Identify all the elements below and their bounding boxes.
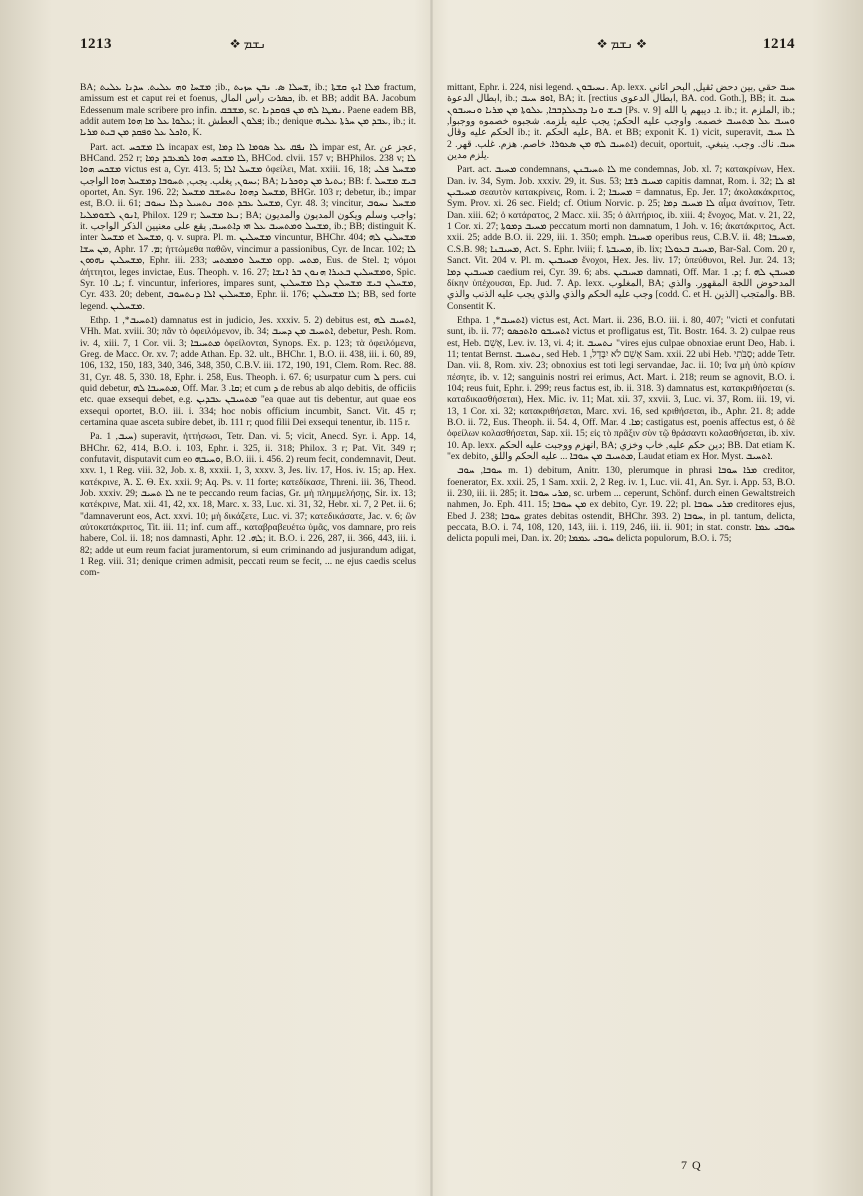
dictionary-paragraph: BA; ܡܫܚܐ ܘܗ ܥܠܝܬ. ܚܕܢܐ ܥܠܝܬ ;ib., ܫܚܠܐ ܣ. ܢܒܢ ܚܙܝܬ, ib.; ܡܠܐ ܐܝܟ ܩܫܬܐ fractum, amissum est et caput rei et foenus, ܟܣܪت راس المال, ib. et BB; addit BA. Jacobum Edessenum male scribere pro infin. ܡܫܒܩ, sc. ܢܡܛܐ ܠܗ ܡܢ ܦܘܩܕܢܐ. Paene eadem BB, addit autem ܥܠܘܐ ܥܠ ܡܐ ܗܘܐ; it. ܦܠܘܢ العطش; ib.; denique ܥܒܕ ܡܢ ܚܪܬܐ ܥܠܝܗ, ib.; it. ܘܐܟܠ ܥܠ ܘܦܩܕ ܡܢ ܒܝܬ ܡܪܝܐ, K. xyxy=(80,82,416,139)
dictionary-paragraph: ܚܘܒܐ, ܚܘܒ m. 1) debitum, Anitr. 130, plerumque in phrasi ܡܪܐ ܚܘܒܐ creditor, foenerator, Ex. xxii. 25, 1 Sam. xxii. 2, 2 Reg. iv. 1, Luc. vii. 41, An. Syr. i. App. 53, B.O. ii. 230, iii. ii. 285; it. ܡܪܝ ܚܘܒܐ, sc. urbem ... ceperunt, Schönf. durch einen Gewaltstreich nahmen, Jo. Eph. 411. 15; ܡܢ ܚܘܒܐ ex debito, Cyr. 19. 22; pl. ܡܪܝ ܚܘܒܐ creditores ejus, Ebed J. 238; ܚܘܒܐ grates debitas ostendit, BHChr. 393. 2) ܚܘܒܐ, in pl. tantum, delicta, peccata, B.O. i. 74, 108, 120, 143, iii. i. 119, 246, iii. ii. 901; in stat. constr. ܚܘܒܝ ܥܡܐ delicta populi mei, Dan. ix. 20; ܚܘܒܝ ܥܡܡܐ delicta populorum, B.O. i. 75; xyxy=(447,465,795,545)
left-running-head: ܢܫܡ ❖ xyxy=(230,36,267,51)
dictionary-paragraph: Ethpa. ܐܬܚܝܒ*, 1) victus est, Act. Mart. ii. 236, B.O. iii. i. 80, 407; "victi et confutati sunt, ib. ii. 77; ܐܬܚܝܒܘ ܘܐܬܟܣܘ victus et profligatus est, Tit. Bostr. 164. 3. 2) culpae reus est, Heb. אָשֵׁם, Lev. iv. 13, vi. 4; it. ܢܬܚܝܒ "vires ejus culpae obnoxiae erunt Deo, Hab. i. 11; tentat Bernst. ܢܬܚܝܒ, sed Heb. אָשֵׁם לֹא יִבָּדֵל, 1 Sam. xxii. 22 ubi Heb. סַבֹּתִי; adde Tetr. Dan. vii. 8, Rom. xiv. 23; obnoxius est toti legi servandae, Jac. ii. 10; ἵνα μὴ ὑπὸ κρίσιν πέσητε, ib. v. 12; sanguinis nostri rei erimus, Act. Mart. i. 218; reum se agnovit, B.O. i. 104; reus fuit, Ephr. i. 299; reus factus est, ib. ii. 318. 3) damnatus est, κατακριθήσεται (s. καταδικασθήσεται), Hex. Mic. iv. 11; Mat. xii. 37, xxvii. 3, Luc. vi. 37, Rom. iii. 19, vi. 13, 1 Cor. xi. 32; κατακριθήσεται, Marc. xvi. 16, sed κριθήσεται, ib., Aphr. 21. 8; adde B.O. ii. 72, Eus. Theoph. ii. 54. 4, Off. Mar. ܡܐ. 4; castigatus est, poenis affectus est, ὁ δὲ ὀφείλων κολασθήσεται, Sap. xii. 15; εἰς τὸ πρᾶξιν σὺν τῷ θράσαντι κολασθήσεται, ib. xiv. 10. Ap. lexx. انهزم ووجبت عليه الحكم, BA; دين حكم عليه, خاب وخزي; BB. Dat etiam K. "ex debito, ܡܬܚܝܒ ܡܢ ܚܘܒܐ ... عليه الحكم واللق, Laudat etiam ex Hor. Myst. ܐܬܚܝܒ. xyxy=(447,314,795,462)
left-page xyxy=(0,0,430,1196)
dictionary-paragraph: Part. act. ܡܚܝܒ condemnans, ܠܐ ܬܚܝܒܢܢ me condemnas, Job. xl. 7; κατακρίνων, Hex. Dan. iv. 34, Sym. Job. xxxiv. 29, it. Sus. 53; ܡܚܝܒ ܪܫܐ capitis damnat, Rom. i. 32; ܐܦ ܠܐ ܡܚܝܒܝܢ σεαυτὸν κατακρίνεις, Rom. i. 2; ܡܚܝܒܐ = damnatus, Ep. Jer. 17; ἀκολακάκριτος, Sym. Prov. xi. 26 sec. Field; cf. Otium Norvic. p. 25; ܠܐ ܡܚܝܒ ܕܡܐ αἷμα ἀναίτιον, Tetr. Dan. xiii. 62; ὁ κατάρατος, 2 Macc. xii. 35; ὁ ἀλιτήριος, ib. xiii. 4; ἔνοχος, Mat. v. 21, 22, 1 Cor. xi. 27; ܡܚܝܒ ܕܡܘܬܐ peccatum morti non damnatum, 1 Joh. v. 16; ἀκατάκριτος, Act. xxii. 25; adde B.O. ii. 229, iii. 1. 350; emph. ܡܚܝܒܐ operibus reus, C.B.V. ii. 48; ܡܚܝܒܐ, C.S.B. 98; ܡܚܝܒܢܐ, Act. S. Ephr. lviii; f. ܡܚܝܒܬܐ, ib. lix; ܡܚܝܒ ܒܥܘܠܐ, Bar-Sal. Com. 20 r, Sanct. Vit. 204 v. Pl. m. ܡܚܝܒܝܢ ἔνοχοι, Hex. Jes. liv. 17; ὑπεύθυνοι, Rel. Jur. 24. 13; ܡܚܝܒܝܢ ܕܡܐ caedium rei, Cyr. 39. 6; abs. ܡܚܝܒܝܢ damnati, Off. Mar. ܕ. 1; f. ܡܚܝܒܢ ܠܗ δίκην ὑπέχουσαι, Ep. Jud. 7. Ap. lexx. المغلوب, BA; المدحوض اللجة المقهور. والذي وجب عليه الحكم والذي والذي يجب عليه الذنب والذي [codd. C. et H. الذين] والمتجب. BB. Consentit K. xyxy=(447,164,795,312)
signature-mark: 7 Q xyxy=(681,1158,702,1172)
left-page-number: 1213 xyxy=(80,36,112,52)
left-page-column xyxy=(80,82,416,1162)
left-page-header xyxy=(80,36,416,60)
dictionary-paragraph: Part. act. ܠܐ ܡܫܟܚ incapax est, ܠܐ ܢܦܩ ܥܠ ܣܘܡܐ ܠܐ ܕܡܐ impar est, Ar. عجز عن, BHCand. 252 r; ܠܐ ܡܫܟܚ ܗܘܐ ܠܡܥܒܕ ܕܡܐ, BHCod. clvii. 157 v; BHPhilos. 238 v; ܠܐ ܡܫܟܚ ܗܘܐ victus est a, Cyr. 413. 5; ܡܫܚܠ ܐܠܐ ὀφείλει, Mat. xxiii. 16, 18; ܡܫܚܠ ܦܠܝ ܝܚܘܢ, يغلب. يجب, ܬܚܘܒܐ ܕܡܫܚܠ ܗܘܐ الواجب; BA; ܝܬܝܪ ܡܢ ܕܘܟܪܢܐ; BB: f. ܒܝܫ ܡܫܚܠ oportet, An. Syr. 196. 22; ܡܫܚܠ ܕܗܘܐ ܢܬܚܫܒ ܡܫܚܠ, BHGr. 103 r; debetur, ib.; impar est, B.O. ii. 61; ܡܫܚܠ ܥܒܕ ܬܘܒ ܢܬܚܝܠ ܕܠܐ ܢܚܘܒ, Cyr. 48. 3; vincitur, ܡܫܚܠ ܢܚܘܒ ܐܢܘܢ ܠܫܘܡܠܝܐ, Philox. 129 r; ܢܥܐ ܡܫܚܠ; BA; واجب وسلم ويكون المديون والمديون; it. ܡܫܚܠ ܘܡܬܚܝܒ ܥܠ ܗܝ ܕܐܬܚܝܒ, يقع على معنيين الذكر الواجب, ib.; BB; distinguit K. inter ܡܫܚܠ et ܡܫܚܠ, q. v. supra. Pl. m. ܡܫܚܠܝܢ vincuntur, BHChr. 404; ܡܫܚܠܝܢ ܠܗ ܡܢ ܚܫܐ, Aphr. ܡ. 17; ἡττώμεθα παθῶν, vincimur a passionibus, Cyr. de Incar. 102; ܠܐ ܡܫܚܠܝܢ ܢܗܘܘܢ, Ephr. iii. 233; ܡܫܚܠ ܘܡܡܬܚ opp. ܡܬܚ, Eus. de Stel. ܐ; νόμοι ἀήττητοι, leges invictae, Eus. Theoph. v. 16. 27; ܘܡܫܚܠܝܢ ܒܥܝܪܐ ܗܢܘܢ ܒܪ ܐܢܫܐ, Spic. Syr. ܝܐ. 10; f. vincuntur, inferiores, impares sunt, ܡܫܚܠܢ ܒܝܫ ܡܫܚܠܢ ܕܠܐ ܡܫܚܠܝܢ, Cyr. 433. 20; debent, ܡܫܚܠܝܢ ܐܠܐ ܕܢܬܚܘܒ, Ephr. ii. 176; ܠܐ ܡܫܚܠܝܢ; BB, sed forte legend. ܡܫܚܠܝܢ. xyxy=(80,141,416,312)
dictionary-paragraph: mittant, Ephr. i. 224, nisi legend. ܢܚܝܒܘܢ. Ap. lexx. ܚܝܒ حقي ,بين دحض ثقيل, البحر اتاني ابطال الدعوة, ib.; ܐܘܦ ܚܝܒ, BA; it. [rectius ابطال الدعوى, BA. cod. Goth.], BB; it. ܚܝܒ ܒܝܫ ܘܢܐ ܕܒܥܠܕܒܒܐ, ܥܠܘܬܐ ܡܢ ܡܪܝܐ ܘܢܚܝܒܘܢ [Ps. v. 9] ܐ. ديبهم يا الله. ib.; it. الملزم, ib.; ܘܚܝܒ ܥܠ ܡܬܚܝܒ خصمه. واوجب عليه الحكم; يجب عليه يلزمه. شجبوه خصموه ووجبوا, الحكم عليه وقال ib.; it. عليه الحكم, BA. et BB; exponit K. 1) vicit, superavit, ܠܐ ܚܝܒ ܐܬܚܝܒ ܠܗ ܡܢ ܣܥܘܪܐ. خاصم. هزم. غلب. قهر. 2) decuit, oportuit, ܚܝܒ. ناك. وجب. ينبغي. يلزم مدين. xyxy=(447,82,795,162)
dictionary-paragraph: Pa. ܚܝܒ, 1) superavit, ἡττήσωσι, Tetr. Dan. vi. 5; vicit, Anecd. Syr. i. App. 14, BHChr. 62, 414, B.O. i. 103, Ephr. i. 325, ii. 318; Philox. 3 r; Pat. Vit. 349 r; confutavit, disputavit cum eo ܘܚܝܒܗ, B.O. iii. i. 456. 2) reum fecit, condemnavit, Deut. xxv. 1, 1 Reg. viii. 32, Job. x. 8, xxxii. 1, 3, xxxv. 3, Jes. liv. 17, Hos. iv. 15; ap. Hex. κατέκρινε, Ἀ. Σ. Θ. Ex. xxii. 9; Aq. Ps. v. 11 forte; κατεδίκασε, Threni. iii. 36, Theod. Job. xxxiv. 29; ܠܐ ܬܚܝܒ ne te peccando reum facias, Gr. μὴ πλημμελήσῃς, Sir. ix. 13; κατέκρινε, Mat. xii. 41, 42, xx. 18, Marc. x. 33, Luc. xi. 31, 32, Hebr. xi. 7, 2 Pet. ii. 6; "damnaverunt eos, Act. xxvi. 10; μὴ δικάζετε, Luc. vi. 37; κατεδικάσατε, Jac. v. 6; ὢν αὐτοκατάκριτος, Tit. iii. 11; inf. cum aff., καταβραβευέτω ὑμᾶς, vos damnare, pro reis habere, Col. ii. 18; nos damnasti, Aphr. ܠܗ. 12; it. B.O. i. 226, 287, ii. 366, 443, iii. i. 82; adde ut eum reum faciat juramentorum, si eum criminando ad jusjurandum adigat, 1 Reg. viii. 31; denique crimen admisit, peccati reum se fecit, ... ne ejus caedis scelus com- xyxy=(80,431,416,579)
dictionary-paragraph: Ethp. ܐܬܚܝܒ*, 1) damnatus est in judicio, Jes. xxxiv. 5. 2) debitus est, ܐܬܚܝܒ ܠܗ, VHh. Mat. xviii. 30; πᾶν τὸ ὀφειλόμενον, ib. 34; ܐܬܚܝܒ ܡܢ ܕܚܝܒ, debetur, Pesh. Rom. iv. 4, xiii. 7, 1 Cor. vii. 3; ܡܬܚܝܒܐ ὀφείλονται, Synops. Ex. p. 123; τὰ ὀφειλόμενα, Greg. de Macc. Or. xv. 7; adde Athan. Ep. 32. ult., BHChr. 1, B.O. ii. 438, iii. i. 60, 89, 106, 132, 150, 183, 340, 346, 348, 350, C.B.V. iii. 172, 190, 191, Clem. Rom. Rec. 88. 31, Cyr. 48. 5, 330. 18, Ephr. i. 258, Eus. Theoph. i. 67. 6; usurpatur cum ܠ pers. cui quid debetur, ܡܬܚܝܒܐ ܠܗ, Off. Mar. ܩܐ. 3; et cum ܕ de rebus ab alqo debitis, de officiis etc. quae exsequi debet, e.g. ܡܬܚܝܒܢ ܥܒܕܝܢ "ea quae aut tis debentur, aut quae eos exsequi oportet, B.O. iii. i. 334; hoc nobis officium incumbit, Sanct. Vit. 45 r; certamina quae asceta subire debet, ib. 111 r; quod filii Dei exsequi tenentur, ib. 115 r. xyxy=(80,314,416,428)
right-running-head: ❖ ܢܫܡ ❖ xyxy=(597,36,647,51)
right-page-column xyxy=(447,82,795,1162)
right-page-number: 1214 xyxy=(763,36,795,52)
right-page xyxy=(433,0,863,1196)
right-page-header xyxy=(447,36,795,60)
